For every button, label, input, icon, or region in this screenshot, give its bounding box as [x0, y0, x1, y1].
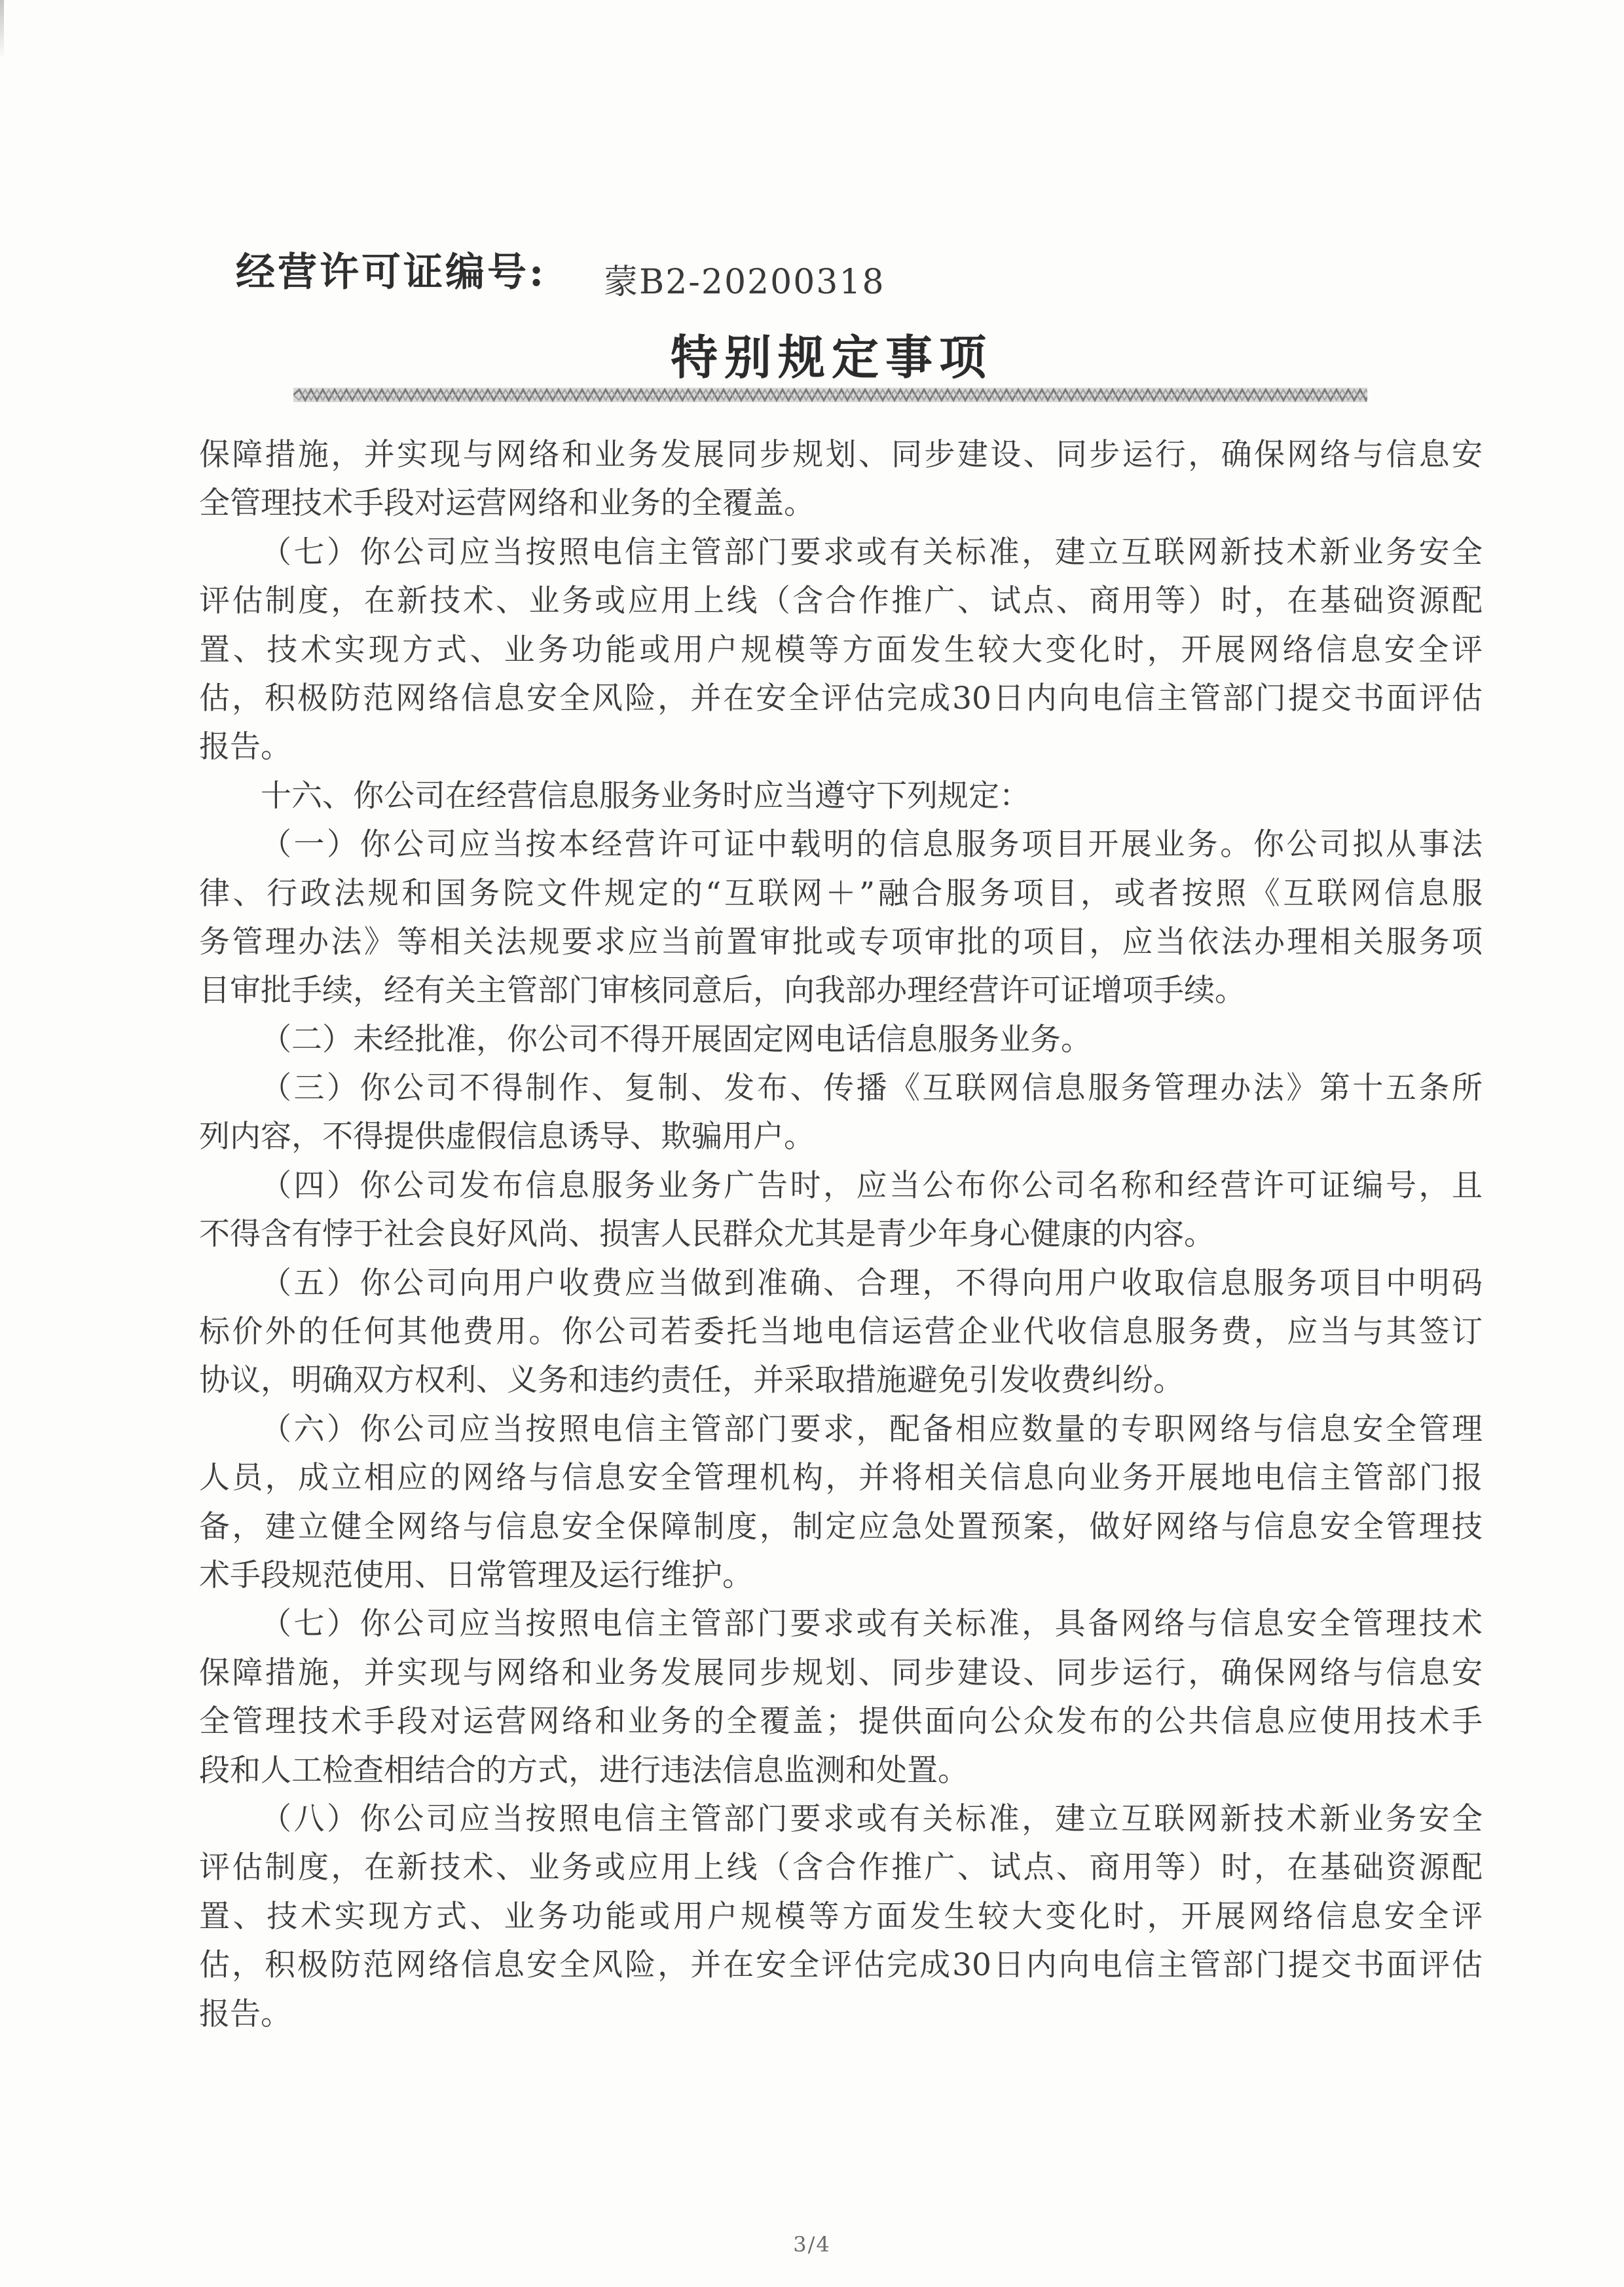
text-line: 协议，明确双方权利、义务和违约责任，并采取措施避免引发收费纠纷。 — [199, 1362, 1184, 1399]
page-number: 3/4 — [793, 2232, 831, 2257]
text-line: 报告。 — [199, 1996, 291, 2032]
scan-edge-mark — [0, 0, 4, 59]
text-line: 评估制度，在新技术、业务或应用上线（含合作推广、试点、商用等）时，在基础资源配 — [199, 583, 1483, 620]
text-line: 人员，成立相应的网络与信息安全管理机构，并将相关信息向业务开展地电信主管部门报 — [199, 1460, 1483, 1497]
text-line: 全管理技术手段对运营网络和业务的全覆盖；提供面向公众发布的公共信息应使用技术手 — [199, 1703, 1483, 1740]
text-line: 置、技术实现方式、业务功能或用户规模等方面发生较大变化时，开展网络信息安全评 — [199, 1898, 1483, 1935]
text-line: 估，积极防范网络信息安全风险，并在安全评估完成30日内向电信主管部门提交书面评估 — [199, 1947, 1483, 1984]
license-label: 经营许可证编号: — [236, 250, 547, 295]
text-line: 务管理办法》等相关法规要求应当前置审批或专项审批的项目，应当依法办理相关服务项 — [199, 923, 1483, 960]
text-line: （七）你公司应当按照电信主管部门要求或有关标准，建立互联网新技术新业务安全 — [261, 534, 1483, 570]
text-line: 段和人工检查相结合的方式，进行违法信息监测和处置。 — [199, 1752, 969, 1789]
text-line: 术手段规范使用、日常管理及运行维护。 — [199, 1557, 753, 1593]
text-line: （六）你公司应当按照电信主管部门要求，配备相应数量的专职网络与信息安全管理 — [261, 1411, 1483, 1447]
text-line: （八）你公司应当按照电信主管部门要求或有关标准，建立互联网新技术新业务安全 — [261, 1800, 1483, 1837]
page-title: 特别规定事项 — [670, 329, 993, 385]
text-line: 全管理技术手段对运营网络和业务的全覆盖。 — [199, 485, 815, 522]
text-line: （三）你公司不得制作、复制、发布、传播《互联网信息服务管理办法》第十五条所 — [261, 1070, 1483, 1107]
decorative-divider — [293, 388, 1367, 402]
text-line: （一）你公司应当按本经营许可证中载明的信息服务项目开展业务。你公司拟从事法 — [261, 827, 1483, 863]
text-line: 备，建立健全网络与信息安全保障制度，制定应急处置预案，做好网络与信息安全管理技 — [199, 1508, 1483, 1545]
text-line: 评估制度，在新技术、业务或应用上线（含合作推广、试点、商用等）时，在基础资源配 — [199, 1850, 1483, 1886]
text-line: 十六、你公司在经营信息服务业务时应当遵守下列规定： — [261, 777, 1030, 814]
text-line: 不得含有悖于社会良好风尚、损害人民群众尤其是青少年身心健康的内容。 — [199, 1216, 1215, 1253]
text-line: （二）未经批准，你公司不得开展固定网电话信息服务业务。 — [261, 1021, 1092, 1058]
text-line: 列内容，不得提供虚假信息诱导、欺骗用户。 — [199, 1119, 815, 1155]
text-line: （七）你公司应当按照电信主管部门要求或有关标准，具备网络与信息安全管理技术 — [261, 1606, 1483, 1643]
text-line: 律、行政法规和国务院文件规定的“互联网＋”融合服务项目，或者按照《互联网信息服 — [199, 875, 1483, 912]
text-line: 目审批手续，经有关主管部门审核同意后，向我部办理经营许可证增项手续。 — [199, 973, 1246, 1009]
text-line: 报告。 — [199, 729, 291, 766]
license-number: 蒙B2-20200318 — [604, 263, 885, 302]
text-line: 保障措施，并实现与网络和业务发展同步规划、同步建设、同步运行，确保网络与信息安 — [199, 437, 1483, 473]
text-line: （四）你公司发布信息服务业务广告时，应当公布你公司名称和经营许可证编号，且 — [261, 1167, 1483, 1204]
text-line: 保障措施，并实现与网络和业务发展同步规划、同步建设、同步运行，确保网络与信息安 — [199, 1654, 1483, 1691]
text-line: 置、技术实现方式、业务功能或用户规模等方面发生较大变化时，开展网络信息安全评 — [199, 631, 1483, 668]
text-line: 标价外的任何其他费用。你公司若委托当地电信运营企业代收信息服务费，应当与其签订 — [199, 1314, 1483, 1350]
text-line: 估，积极防范网络信息安全风险，并在安全评估完成30日内向电信主管部门提交书面评估 — [199, 680, 1483, 716]
text-line: （五）你公司向用户收费应当做到准确、合理，不得向用户收取信息服务项目中明码 — [261, 1265, 1483, 1301]
body-text — [199, 431, 1483, 2039]
